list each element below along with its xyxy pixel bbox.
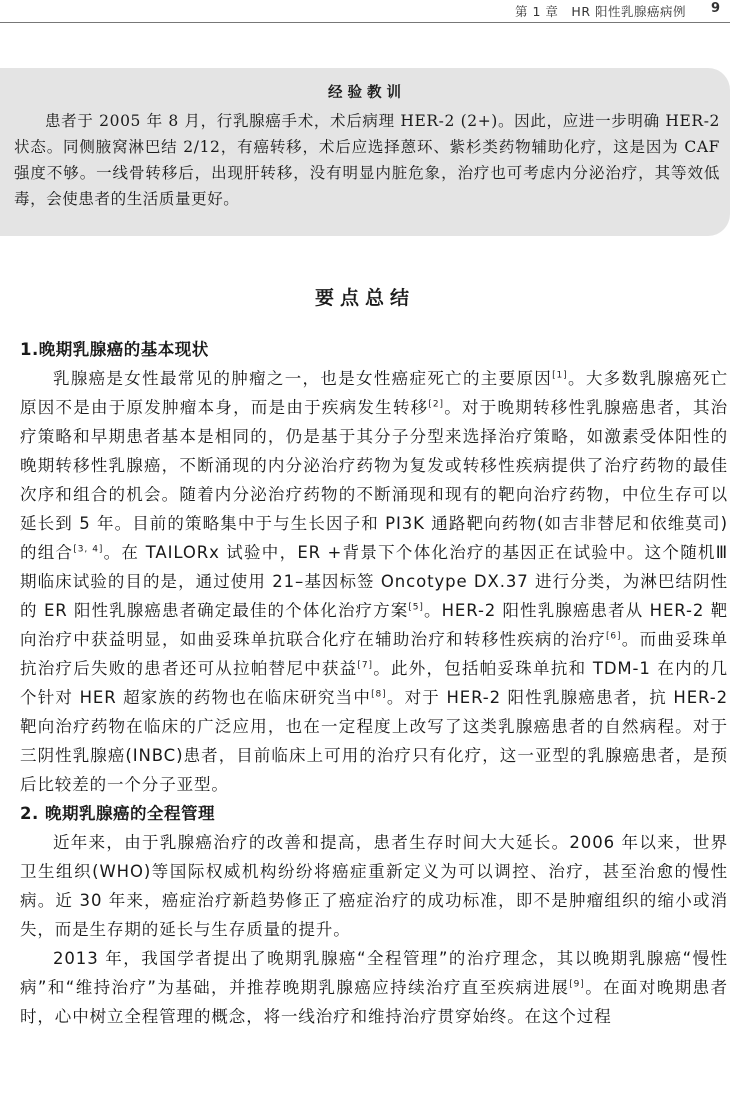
section-2-paragraph-1: 近年来，由于乳腺癌治疗的改善和提高，患者生存时间大大延长。2006 年以来，世界卫生组织(WHO)等国际权威机构纷纷将癌症重新定义为可以调控、治疗，甚至治愈的慢性病。近 30 年来，癌症治疗新趋势修正了癌症治疗的成功标准，即不是肿瘤组织的缩小或消失，而是生存期的延长与生存质量的提升。 <box>20 833 728 939</box>
citation: [2] <box>428 399 444 410</box>
citation: [3, 4] <box>73 544 104 555</box>
section-2-heading: 2. 晚期乳腺癌的全程管理 <box>20 804 215 823</box>
lessons-box <box>0 68 730 236</box>
citation: [1] <box>552 370 568 381</box>
citation: [8] <box>371 689 387 700</box>
page-number: 9 <box>710 1 720 16</box>
section-1-heading: 1.晚期乳腺癌的基本现状 <box>20 340 209 359</box>
summary-content <box>20 335 728 1031</box>
citation: [7] <box>357 660 373 671</box>
running-header <box>0 0 730 23</box>
section-1-paragraph: 乳腺癌是女性最常见的肿瘤之一，也是女性癌症死亡的主要原因[1]。大多数乳腺癌死亡原因不是由于原发肿瘤本身，而是由于疾病发生转移[2]。对于晚期转移性乳腺癌患者，其治疗策略和早期患者基本是相同的，仍是基于其分子分型来选择治疗策略，如激素受体阳性的晚期转移性乳腺癌，不断涌现的内分泌治疗药物为复发或转移性疾病提供了治疗药物的最佳次序和组合的机会。随着内分泌治疗药物的不断涌现和现有的靶向治疗药物，中位生存可以延长到 5 年。目前的策略集中于与生长因子和 PI3K 通路靶向药物(如吉非替尼和依维莫司)的组合[3, 4]。在 TAILORx 试验中，ER +背景下个体化治疗的基因正在试验中。这个随机Ⅲ期临床试验的目的是，通过使用 21–基因标签 Oncotype DX.37 进行分类，为淋巴结阴性的 ER 阳性乳腺癌患者确定最佳的个体化治疗方案[5]。HER-2 阳性乳腺癌患者从 HER-2 靶向治疗中获益明显，如曲妥珠单抗联合化疗在辅助治疗和转移性疾病的治疗[6]。而曲妥珠单抗治疗后失败的患者还可从拉帕替尼中获益[7]。此外，包括帕妥珠单抗和 TDM-1 在内的几个针对 HER 超家族的药物也在临床研究当中[8]。对于 HER-2 阳性乳腺癌患者，抗 HER-2 靶向治疗药物在临床的广泛应用，也在一定程度上改写了这类乳腺癌患者的自然病程。对于三阴性乳腺癌(INBC)患者，目前临床上可用的治疗只有化疗，这一亚型的乳腺癌患者，是预后比较差的一个分子亚型。 <box>20 369 729 794</box>
section-2-paragraph-2: 2013 年，我国学者提出了晚期乳腺癌“全程管理”的治疗理念，其以晚期乳腺癌“慢性病”和“维持治疗”为基础，并推荐晚期乳腺癌应持续治疗直至疾病进展[9]。在面对晚期患者时，心中树立全程管理的概念，将一线治疗和维持治疗贯穿始终。在这个过程 <box>20 949 728 1026</box>
citation: [6] <box>606 631 622 642</box>
lessons-title: 经验教训 <box>328 84 406 101</box>
summary-title: 要点总结 <box>314 287 415 309</box>
lessons-text: 患者于 2005 年 8 月，行乳腺癌手术，术后病理 HER-2 (2+)。因此，应进一步明确 HER-2 状态。同侧腋窝淋巴结 2/12，有癌转移，术后应选择蒽环、紫杉类药物辅助化疗，这是因为 CAF 强度不够。一线骨转移后，出现肝转移，没有明显内脏危象，治疗也可考虑内分泌治疗，其等效低毒，会使患者的生活质量更好。 <box>14 112 720 208</box>
citation: [5] <box>408 602 424 613</box>
citation: [9] <box>569 979 585 990</box>
chapter-title: 第 1 章 HR 阳性乳腺癌病例 <box>515 4 686 19</box>
